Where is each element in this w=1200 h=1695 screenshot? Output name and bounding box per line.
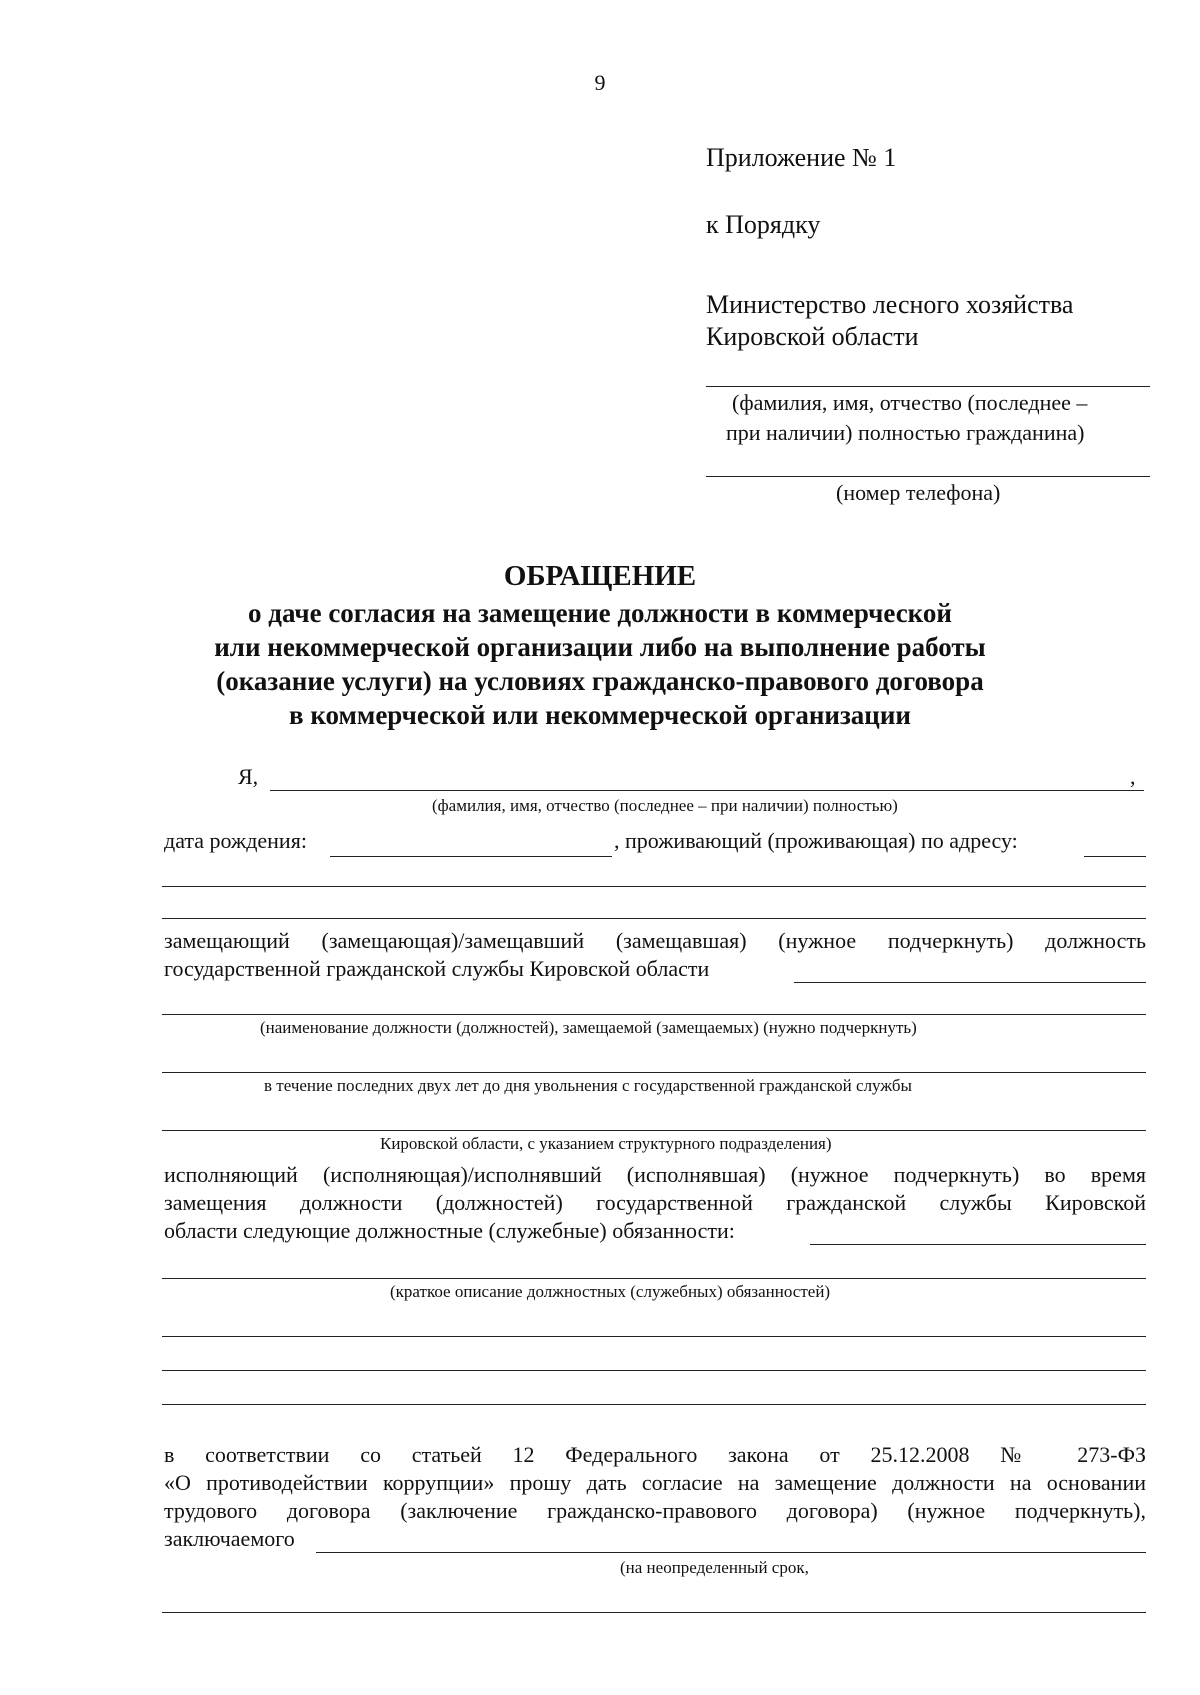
duties-text-line3: области следующие должностные (служебные) обязанности:	[164, 1218, 735, 1243]
duties-line-5[interactable]	[162, 1404, 1146, 1405]
fio-caption-line2: при наличии) полностью гражданина)	[726, 420, 1085, 445]
title-line3: (оказание услуги) на условиях гражданско-правового договора	[216, 666, 984, 696]
duties-caption: (краткое описание должностных (служебных) обязанностей)	[390, 1282, 831, 1301]
title-line1: о даче согласия на замещение должности в коммерческой	[248, 598, 952, 628]
position-caption: (наименование должности (должностей), замещаемой (замещаемых) (нужно подчеркнуть)	[260, 1018, 917, 1037]
period-caption: в течение последних двух лет до дня увольнения с государственной гражданской службы	[264, 1076, 912, 1095]
duties-text-line1: исполняющий (исполняющая)/исполнявший (исполнявшая) (нужное подчеркнуть) во время	[164, 1162, 1146, 1187]
residing-label: , проживающий (проживающая) по адресу:	[614, 828, 1018, 853]
term-line-2[interactable]	[162, 1612, 1146, 1613]
title-line4: в коммерческой или некоммерческой организации	[289, 700, 911, 730]
ministry-line1: Министерство лесного хозяйства	[706, 290, 1074, 319]
ministry-line2: Кировской области	[706, 322, 919, 351]
fio-input-line[interactable]	[706, 386, 1150, 387]
duties-line-4[interactable]	[162, 1370, 1146, 1371]
duties-line-3[interactable]	[162, 1336, 1146, 1337]
ya-label: Я,	[238, 764, 259, 789]
appendix-label: Приложение № 1	[706, 143, 897, 172]
position-text-line1: замещающий (замещающая)/замещавший (замещавшая) (нужное подчеркнуть) должность	[164, 928, 1146, 953]
law-text-line2: «О противодействии коррупции» прошу дать согласие на замещение должности на основании	[164, 1470, 1146, 1495]
period-line[interactable]	[162, 1072, 1146, 1073]
applicant-fio-caption: (фамилия, имя, отчество (последнее – при наличии) полностью)	[432, 796, 898, 815]
region-caption: Кировской области, с указанием структурного подразделения)	[380, 1134, 832, 1153]
law-text-line4: заключаемого	[164, 1526, 295, 1551]
region-line[interactable]	[162, 1130, 1146, 1131]
fio-caption-line1: (фамилия, имя, отчество (последнее –	[732, 390, 1088, 415]
applicant-fio-line[interactable]	[270, 790, 1144, 791]
birth-date-line[interactable]	[330, 856, 612, 857]
phone-caption: (номер телефона)	[836, 480, 1001, 505]
position-input-line[interactable]	[794, 982, 1146, 983]
birth-date-label: дата рождения:	[164, 828, 307, 853]
address-line-start[interactable]	[1084, 856, 1146, 857]
contract-term-line[interactable]	[316, 1552, 1146, 1553]
title-line2: или некоммерческой организации либо на выполнение работы	[214, 632, 986, 662]
phone-input-line[interactable]	[706, 476, 1150, 477]
law-text-line1: в соответствии со статьей 12 Федерального закона от 25.12.2008 № 273-ФЗ	[164, 1442, 1146, 1467]
term-caption: (на неопределенный срок,	[620, 1558, 809, 1577]
document-title: ОБРАЩЕНИЕ	[503, 560, 697, 592]
address-line-2[interactable]	[162, 886, 1146, 887]
duties-input-line[interactable]	[810, 1244, 1146, 1245]
duties-line-2[interactable]	[162, 1278, 1146, 1279]
position-name-line[interactable]	[162, 1014, 1146, 1015]
page-number: 9	[594, 70, 606, 95]
to-order-label: к Порядку	[706, 210, 821, 239]
address-line-3[interactable]	[162, 918, 1146, 919]
duties-text-line2: замещения должности (должностей) государственной гражданской службы Кировской	[164, 1190, 1146, 1215]
law-text-line3: трудового договора (заключение гражданско-правового договора) (нужное подчеркнуть),	[164, 1498, 1146, 1523]
comma-mark: ,	[1130, 764, 1136, 789]
position-text-line2: государственной гражданской службы Кировской области	[164, 956, 710, 981]
